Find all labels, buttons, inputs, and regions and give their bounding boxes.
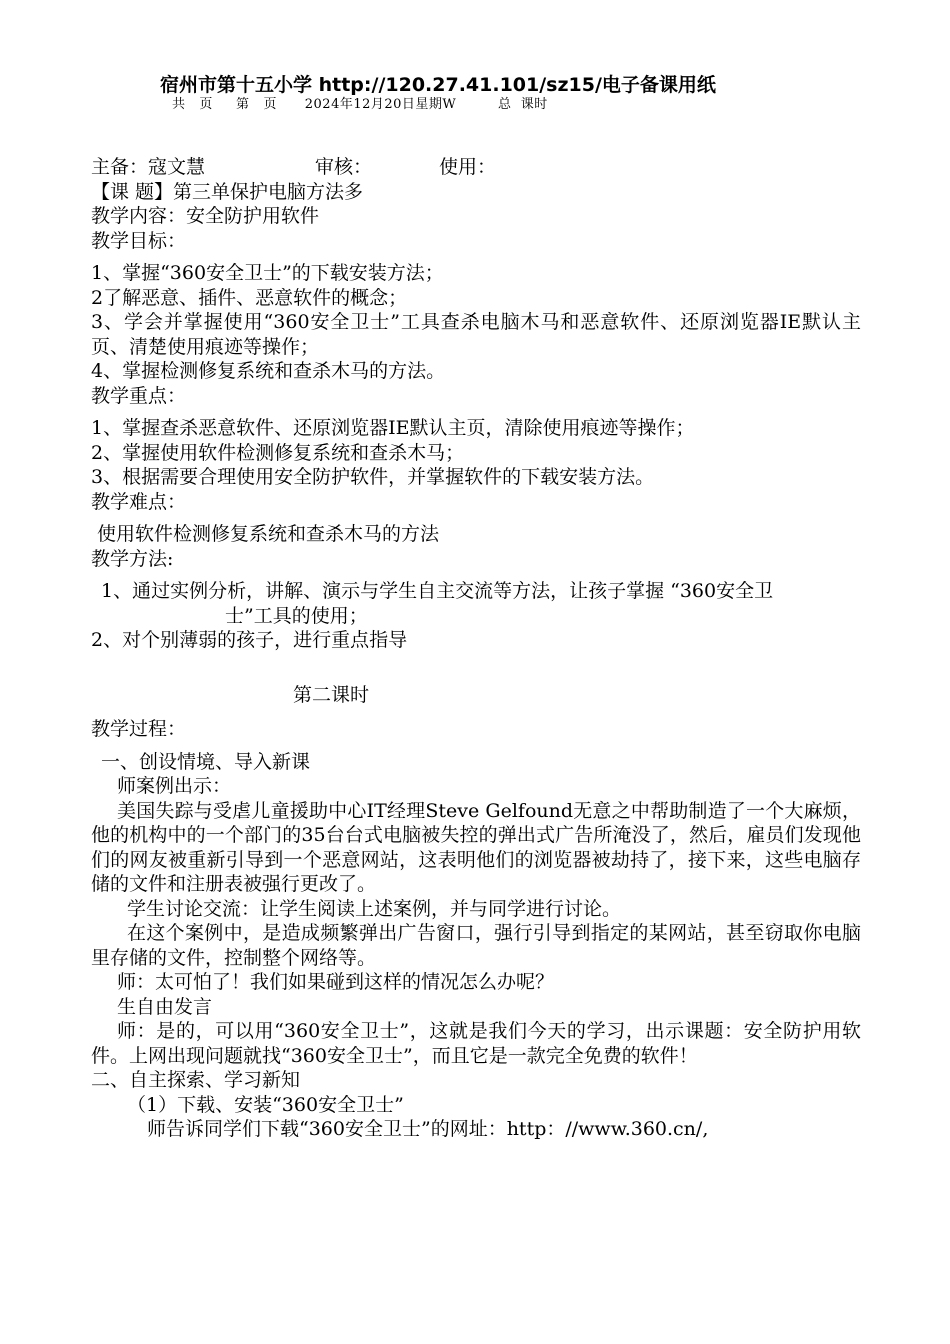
difficulty-text: 使用软件检测修复系统和查杀木马的方法 [97, 523, 440, 545]
keypoint-item: 2、掌握使用软件检测修复系统和查杀木马； [91, 441, 465, 464]
content-label: 教学内容：安全防护用软件 [91, 205, 320, 227]
objective-item: 3、学会并掌握使用“360安全卫士”工具查杀电脑木马和恶意软件、还原浏览器IE默认主页、清楚使用痕迹等操作； [91, 311, 861, 358]
method-item-1-line-2: 士”工具的使用； [225, 604, 368, 627]
objective-item: 2了解恶意、插件、恶意软件的概念； [91, 286, 408, 309]
objective-item: 4、掌握检测修复系统和查杀木马的方法。 [91, 360, 446, 382]
keypoint-item: 3、根据需要合理使用安全防护软件，并掌握软件的下载安装方法。 [91, 466, 655, 488]
section-2-heading: 二、自主探索、学习新知 [91, 1069, 301, 1091]
teacher-question: 师：太可怕了！我们如果碰到这样的情况怎么办呢？ [117, 971, 555, 993]
lesson-plan-body [91, 155, 861, 1142]
keypoint-item: 1、掌握查杀恶意软件、还原浏览器IE默认主页，清除使用痕迹等操作； [91, 417, 695, 439]
methods-heading: 教学方法: [91, 547, 174, 570]
lesson-title: 第二课时 [293, 683, 370, 706]
meta-row [91, 155, 861, 180]
difficulty-heading: 教学难点： [91, 490, 187, 513]
method-item-2: 2、对个别薄弱的孩子，进行重点指导 [91, 629, 408, 651]
header-subtitle: 共 页 第 页 2024年12月20日星期W 总 课时 [172, 97, 548, 112]
reviewer: 审核： [315, 156, 373, 178]
objectives-heading: 教学目标： [91, 229, 187, 252]
section-1-heading: 一、创设情境、导入新课 [101, 750, 311, 773]
case-text: 美国失踪与受虐儿童援助中心IT经理Steve Gelfound无意之中帮助制造了一个大麻烦，他的机构中的一个部门的35台台式电脑被失控的弹出式广告所淹没了，然后，雇员们发现他们的网友被重新引导到一个恶意网站，这表明他们的浏览器被劫持了，接下来，这些电脑存储的文件和注册表被强行更改了。 [91, 799, 861, 895]
case-label: 师案例出示： [117, 775, 232, 797]
step-1-heading: （1）下载、安装“360安全卫士” [127, 1093, 404, 1116]
teacher-answer: 师：是的，可以用“360安全卫士”，这就是我们今天的学习，出示课题：安全防护用软件。上网出现问题就找“360安全卫士”，而且它是一款完全免费的软件！ [91, 1020, 861, 1067]
preparer: 主备：寇文慧 [91, 156, 206, 178]
header-title: 宿州市第十五小学 http://120.27.41.101/sz15/电子备课用纸 [160, 74, 716, 96]
user: 使用： [439, 156, 497, 178]
topic: 【课 题】第三单保护电脑方法多 [91, 180, 364, 203]
process-heading: 教学过程： [91, 718, 187, 740]
objective-item: 1、掌握“360安全卫士”的下载安装方法； [91, 262, 444, 284]
student-response: 生自由发言 [117, 995, 213, 1018]
case-analysis: 在这个案例中，是造成频繁弹出广告窗口，强行引导到指定的某网站，甚至窃取你电脑里存储的文件，控制整个网络等。 [91, 922, 861, 969]
discussion: 学生讨论交流：让学生阅读上述案例，并与同学进行讨论。 [127, 897, 622, 920]
keypoints-heading: 教学重点： [91, 384, 187, 407]
method-item-1-line-1: 1、通过实例分析，讲解、演示与学生自主交流等方法，让孩子掌握 “360安全卫 [101, 580, 774, 602]
step-1-text: 师告诉同学们下载“360安全卫士”的网址：http：//www.360.cn/, [147, 1118, 709, 1140]
